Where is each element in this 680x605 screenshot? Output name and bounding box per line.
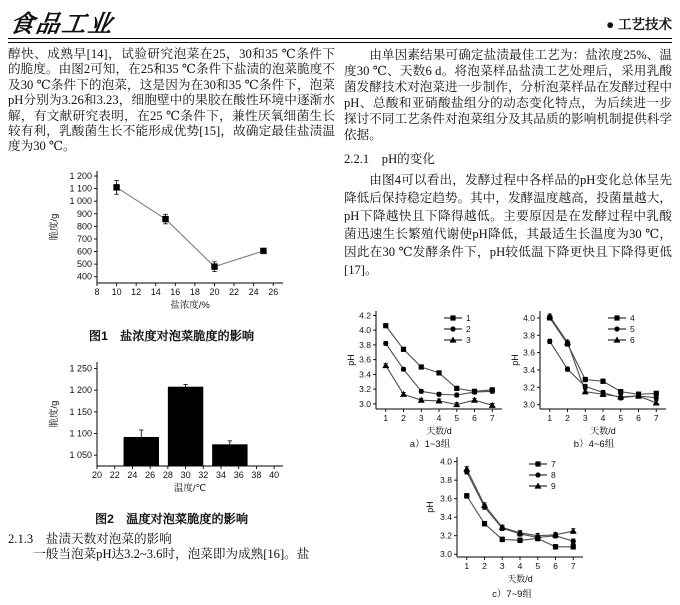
svg-text:2: 2 (482, 561, 487, 571)
header-divider (8, 38, 672, 43)
svg-text:3.4: 3.4 (440, 512, 452, 523)
section-heading-213: 2.1.3 盐渍天数对泡菜的影响 (8, 531, 172, 546)
svg-text:3.0: 3.0 (523, 399, 535, 410)
figure-2 (8, 354, 335, 527)
fig1-line-chart (47, 163, 297, 323)
svg-text:1 200: 1 200 (68, 170, 92, 181)
svg-text:天数/d: 天数/d (590, 426, 616, 436)
svg-text:3: 3 (418, 413, 424, 423)
svg-text:2: 2 (565, 413, 570, 423)
svg-text:脆度/g: 脆度/g (48, 400, 60, 428)
svg-text:3.4: 3.4 (359, 369, 371, 380)
svg-text:天数/d: 天数/d (426, 426, 452, 436)
svg-text:40: 40 (268, 469, 279, 480)
svg-text:30: 30 (180, 469, 191, 480)
svg-text:400: 400 (76, 271, 92, 282)
svg-text:1 000: 1 000 (68, 196, 92, 207)
svg-text:a）1~3组: a）1~3组 (409, 439, 451, 450)
svg-text:6: 6 (553, 561, 558, 571)
svg-text:5: 5 (454, 413, 460, 423)
svg-text:26: 26 (267, 286, 278, 297)
svg-text:500: 500 (76, 258, 92, 269)
svg-text:3.2: 3.2 (523, 382, 535, 393)
two-column-body (8, 47, 672, 601)
svg-text:4.0: 4.0 (359, 325, 371, 336)
svg-text:3: 3 (499, 561, 505, 571)
svg-text:1 200: 1 200 (68, 385, 92, 396)
section-heading-221: 2.2.1 pH的变化 (344, 152, 435, 166)
svg-text:34: 34 (215, 469, 226, 480)
svg-text:24: 24 (248, 286, 259, 297)
svg-text:14: 14 (150, 286, 161, 297)
svg-text:1 150: 1 150 (68, 406, 92, 417)
svg-text:3.8: 3.8 (440, 475, 452, 486)
svg-text:28: 28 (162, 469, 173, 480)
svg-text:3.6: 3.6 (440, 493, 452, 504)
svg-text:pH: pH (346, 354, 356, 366)
svg-text:1: 1 (466, 313, 471, 323)
svg-text:1: 1 (383, 413, 389, 423)
svg-text:6: 6 (636, 413, 641, 423)
svg-text:3.6: 3.6 (523, 347, 535, 358)
column-section-label (606, 13, 672, 36)
fig4b-ph-chart (508, 305, 672, 451)
svg-text:5: 5 (535, 561, 541, 571)
fig2-caption: 图2 温度对泡菜脆度的影响 (94, 511, 249, 526)
svg-text:1: 1 (464, 561, 470, 571)
svg-text:800: 800 (76, 221, 92, 232)
svg-text:天数/d: 天数/d (507, 574, 533, 584)
svg-text:3.4: 3.4 (523, 364, 535, 375)
svg-text:6: 6 (472, 413, 477, 423)
svg-text:1 100: 1 100 (68, 183, 92, 194)
bullet-icon: ● (606, 17, 615, 32)
svg-text:3.8: 3.8 (523, 330, 535, 341)
svg-text:7: 7 (653, 413, 659, 423)
svg-text:4.2: 4.2 (359, 310, 371, 321)
svg-text:18: 18 (189, 286, 200, 297)
figure-4-top-row (344, 305, 672, 451)
svg-text:3.2: 3.2 (440, 530, 452, 541)
svg-text:8: 8 (93, 286, 100, 297)
svg-text:3.2: 3.2 (359, 384, 371, 395)
svg-text:26: 26 (144, 469, 155, 480)
svg-text:3.0: 3.0 (359, 398, 371, 409)
fig4c-ph-chart (423, 451, 593, 601)
svg-text:4: 4 (630, 313, 635, 323)
svg-text:16: 16 (169, 286, 180, 297)
svg-text:24: 24 (126, 469, 137, 480)
svg-text:22: 22 (228, 286, 239, 297)
svg-text:10: 10 (111, 286, 122, 297)
svg-text:1 100: 1 100 (68, 428, 92, 439)
svg-text:2: 2 (466, 324, 471, 334)
svg-text:1: 1 (547, 413, 553, 423)
svg-text:700: 700 (76, 233, 92, 244)
svg-text:4: 4 (436, 413, 442, 423)
right-column (344, 47, 672, 601)
svg-text:1 050: 1 050 (68, 450, 92, 461)
fig2-bar-chart (47, 354, 297, 506)
svg-text:2: 2 (401, 413, 406, 423)
figure-4-bottom-row (344, 451, 672, 601)
figure-1 (8, 163, 335, 344)
body-paragraph: 醇快、成熟早[14]，试验研究泡菜在25，30和35 ℃条件下的脆度。由图2可知，在25和35 ℃条件下盐渍的泡菜脆度不及30 ℃条件下的泡菜，这是因为在30和35 ℃条件下，泡菜pH分别为3.26和3.23，细胞壁中的果胶在酸性环境中逐渐水解，有文献研究表明，在25 ℃条件下，兼性厌氧细菌生长较有利，乳酸菌生长不能形成优势[15]，故确定最佳盐渍温度为30 ℃。 (8, 47, 335, 154)
svg-text:7: 7 (551, 459, 556, 469)
body-paragraph: 由单因素结果可确定盐渍最佳工艺为：盐浓度25%、温度30 ℃、天数6 d。将泡菜样品盐渍工艺处理后，采用乳酸菌发酵技术对泡菜进一步制作，分析泡菜样品在发酵过程中pH、总酸和亚硝酸盐组分的动态变化特点，为后续进一步探讨不同工艺条件对泡菜组分及其品质的影响机制提供科学依据。 (344, 48, 672, 142)
svg-text:温度/℃: 温度/℃ (173, 482, 206, 494)
svg-text:3: 3 (466, 335, 471, 345)
svg-text:5: 5 (618, 413, 624, 423)
svg-text:6: 6 (630, 335, 635, 345)
svg-text:5: 5 (630, 324, 635, 334)
svg-text:4: 4 (517, 561, 523, 571)
journal-logo: 食品工业 (8, 9, 117, 38)
svg-text:36: 36 (233, 469, 244, 480)
svg-text:8: 8 (551, 470, 556, 480)
svg-text:12: 12 (130, 286, 141, 297)
svg-text:9: 9 (551, 481, 556, 491)
fig4a-ph-chart (344, 305, 508, 451)
svg-text:3.8: 3.8 (359, 339, 371, 350)
figure-4-group (344, 305, 672, 601)
body-paragraph: 一般当泡菜pH达3.2~3.6时，泡菜即为成熟[16]。盐 (33, 546, 310, 561)
svg-text:20: 20 (91, 469, 102, 480)
svg-text:4.0: 4.0 (440, 456, 452, 467)
page-header (8, 5, 672, 36)
body-paragraph: 由图4可以看出，发酵过程中各样品的pH变化总体呈先降低后保持稳定趋势。其中，发酵温度越高，投菌量越大，pH下降越快且下降得越低。主要原因是在发酵过程中乳酸菌迅速生长繁殖代谢使pH降低，其最适生长温度为30 ℃，因此在30 ℃发酵条件下，pH较低温下降更快且下降得更低[17]。 (344, 173, 672, 277)
svg-text:900: 900 (76, 208, 92, 219)
svg-text:38: 38 (250, 469, 261, 480)
svg-text:3: 3 (582, 413, 588, 423)
svg-text:3.6: 3.6 (359, 354, 371, 365)
svg-text:盐浓度/%: 盐浓度/% (169, 299, 210, 311)
svg-text:7: 7 (489, 413, 495, 423)
svg-text:脆度/g: 脆度/g (48, 213, 60, 241)
fig1-caption: 图1 盐浓度对泡菜脆度的影响 (88, 328, 255, 343)
svg-text:c）7~9组: c）7~9组 (492, 589, 532, 600)
svg-text:b）4~6组: b）4~6组 (573, 439, 615, 450)
left-column (8, 47, 335, 601)
svg-text:600: 600 (76, 246, 92, 257)
svg-text:1 250: 1 250 (68, 363, 92, 374)
section-label-text: 工艺技术 (618, 17, 672, 32)
svg-text:pH: pH (510, 354, 520, 366)
svg-text:32: 32 (197, 469, 208, 480)
svg-text:4.0: 4.0 (523, 312, 535, 323)
svg-text:7: 7 (570, 561, 576, 571)
svg-text:3.0: 3.0 (440, 549, 452, 560)
svg-text:20: 20 (208, 286, 219, 297)
svg-text:22: 22 (109, 469, 120, 480)
svg-text:4: 4 (600, 413, 606, 423)
svg-text:pH: pH (425, 501, 435, 513)
